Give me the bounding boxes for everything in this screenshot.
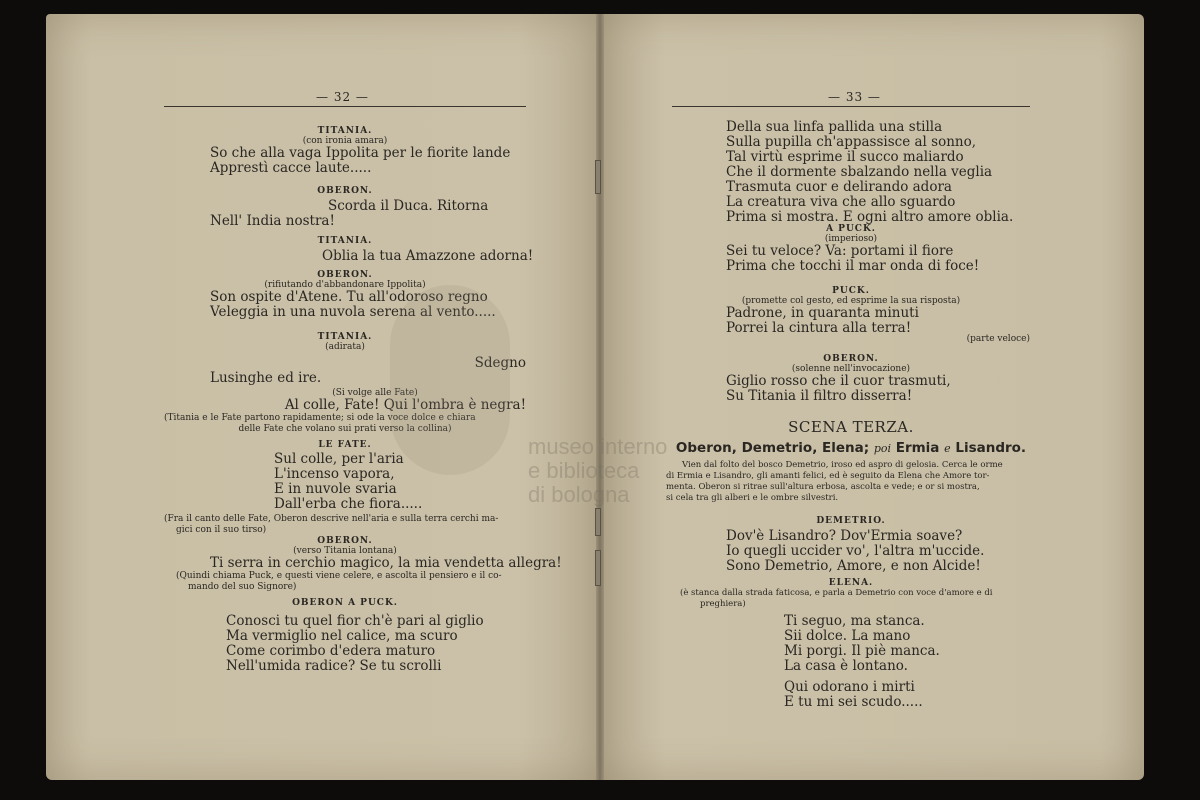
verse-line: Padrone, in quaranta minuti	[726, 305, 919, 321]
stage-direction: (imperioso)	[824, 234, 878, 244]
page-number-left: — 32 —	[316, 90, 369, 104]
verse-line: Porrei la cintura alla terra!	[726, 320, 912, 336]
block-elena	[672, 578, 1030, 710]
stage-direction: menta. Oberon si ritrae sull'altura erbosa, ascolta e vede; e or si mostra,	[666, 482, 980, 492]
watermark-logo	[390, 285, 510, 475]
block-a-puck	[672, 224, 1030, 274]
stage-direction: (adirata)	[325, 342, 365, 352]
verse-line: Qui odorano i mirti	[784, 679, 915, 695]
scene-title: SCENA TERZA.	[788, 418, 914, 436]
speaker-label: TITANIA.	[317, 126, 373, 136]
stage-direction: mando del suo Signore)	[188, 582, 297, 592]
block-oberon-1	[164, 186, 526, 229]
verse-line: Sii dolce. La mano	[784, 628, 911, 644]
stage-direction: si cela tra gli alberi e le ombre silvestri.	[666, 493, 839, 503]
stage-direction: (Titania e le Fate partono rapidamente; si ode la voce dolce e chiara	[164, 413, 476, 423]
book-gutter	[596, 14, 604, 780]
speaker-label: OBERON.	[823, 354, 879, 364]
stage-direction: gici con il suo tirso)	[176, 525, 267, 535]
stage-direction: di Ermia e Lisandro, gli amanti felici, ed è seguito da Elena che Amore tor-	[666, 471, 990, 481]
watermark-text: e biblioteca	[528, 458, 640, 483]
verse-line: Conosci tu quel fior ch'è pari al giglio	[226, 613, 484, 629]
verse-line: Che il dormente sbalzando nella veglia	[726, 164, 993, 180]
verse-line: Ma vermiglio nel calice, ma scuro	[226, 628, 458, 644]
stage-direction: (solenne nell'invocazione)	[791, 364, 911, 374]
verse-line: Al colle, Fate! Qui l'ombra è negra!	[284, 397, 526, 413]
block-demetrio	[672, 516, 1030, 574]
block-titania-1	[164, 126, 526, 176]
block-oberon-3	[164, 536, 562, 593]
stage-direction: (verso Titania lontana)	[293, 546, 397, 556]
verse-line: Scorda il Duca. Ritorna	[328, 198, 489, 214]
page-number-right: — 33 —	[828, 90, 881, 104]
verse-line: Sono Demetrio, Amore, e non Alcide!	[726, 558, 981, 574]
characters-b: Ermia	[895, 440, 940, 456]
verse-line: Giglio rosso che il cuor trasmuti,	[726, 373, 951, 389]
stage-direction: (è stanca dalla strada faticosa, e parla a Demetrio con voce d'amore e di	[680, 588, 993, 598]
speaker-label: OBERON.	[317, 270, 373, 280]
stage-direction: (Si volge alle Fate)	[332, 388, 418, 398]
speaker-label: PUCK.	[832, 286, 870, 296]
verse-line: Sdegno	[474, 355, 526, 371]
verse-line: Trasmuta cuor e delirando adora	[726, 179, 952, 195]
verse-line: Della sua linfa pallida una stilla	[726, 119, 943, 135]
verse-line: Tal virtù esprime il succo maliardo	[726, 149, 964, 165]
verse-line: Nell' India nostra!	[210, 213, 335, 229]
speaker-label: DEMETRIO.	[816, 516, 886, 526]
verse-line: Apprestì cacce laute.....	[210, 160, 372, 176]
verse-line: Dov'è Lisandro? Dov'Ermia soave?	[726, 528, 963, 544]
verse-line: La casa è lontano.	[784, 658, 908, 674]
verse-line: Prima si mostra. E ogni altro amore oblia.	[726, 209, 1014, 225]
speaker-label: LE FATE.	[318, 440, 372, 450]
verse-line: Ti serra in cerchio magico, la mia vendetta allegra!	[210, 555, 562, 571]
header-rule-right	[672, 106, 1030, 107]
block-verse-continuation	[672, 120, 1030, 225]
verse-line: Io quegli uccider vo', l'altra m'uccide.	[726, 543, 985, 559]
verse-line: Veleggia in una nuvola serena al vento.....	[210, 304, 496, 320]
stage-direction: (promette col gesto, ed esprime la sua risposta)	[741, 296, 961, 306]
verse-line: L'incenso vapora,	[274, 466, 395, 482]
verse-line: Sei tu veloce? Va: portami il fiore	[726, 243, 954, 259]
verse-line: Mi porgi. Il piè manca.	[784, 643, 940, 659]
stage-direction: Vien dal folto del bosco Demetrio, iroso ed aspro di gelosia. Cerca le orme	[682, 460, 1003, 470]
scene-header	[666, 418, 1030, 504]
characters-c: Lisandro.	[955, 440, 1027, 456]
speaker-label: ELENA.	[828, 578, 874, 588]
book-spread	[40, 14, 1148, 786]
verse-line: Dall'erba che fiora.....	[274, 496, 423, 512]
verse-line: Lusinghe ed ire.	[210, 370, 322, 386]
scene-characters	[658, 440, 1044, 456]
speaker-label: OBERON.	[317, 186, 373, 196]
speaker-label: OBERON.	[317, 536, 373, 546]
stage-direction: delle Fate che volano sui prati verso la collina)	[238, 424, 452, 434]
stage-direction: (con ironia amara)	[302, 136, 388, 146]
left-page	[46, 14, 602, 780]
speaker-label: TITANIA.	[317, 332, 373, 342]
verse-line: Ti seguo, ma stanca.	[784, 613, 925, 629]
speaker-label: OBERON A PUCK.	[292, 598, 398, 608]
stage-direction: (rifiutando d'abbandonare Ippolita)	[264, 280, 426, 290]
verse-line: Prima che tocchi il mar onda di foce!	[726, 258, 980, 274]
stage-direction: preghiera)	[700, 599, 746, 609]
verse-line: Son ospite d'Atene. Tu all'odoroso regno	[210, 289, 488, 305]
verse-line: La creatura viva che allo sguardo	[726, 194, 956, 210]
stage-direction: (parte veloce)	[966, 334, 1030, 344]
verse-line: E tu mi sei scudo.....	[784, 694, 923, 710]
speaker-label: TITANIA.	[317, 236, 373, 246]
verse-line: E in nuvole svaria	[274, 481, 397, 497]
block-puck	[672, 286, 1030, 344]
block-oberon-a-puck	[164, 598, 526, 674]
binding-stitch	[595, 160, 601, 194]
header-rule-left	[164, 106, 526, 107]
verse-line: Come corimbo d'edera maturo	[226, 643, 436, 659]
verse-line: Su Titania il filtro disserra!	[726, 388, 913, 404]
stage-direction: (Fra il canto delle Fate, Oberon descrive nell'aria e sulla terra cerchi ma-	[164, 514, 499, 524]
binding-stitch	[595, 508, 601, 536]
verse-line: So che alla vaga Ippolita per le fiorite lande	[210, 145, 511, 161]
characters-e: e	[944, 442, 951, 455]
characters-poi: poi	[873, 442, 892, 455]
binding-stitch	[595, 550, 601, 586]
verse-line: Oblia la tua Amazzone adorna!	[322, 248, 534, 264]
block-oberon-invocation	[672, 354, 1030, 404]
watermark-text: museo interno	[528, 434, 668, 459]
verse-line: Sulla pupilla ch'appassisce al sonno,	[726, 134, 977, 150]
block-titania-2	[164, 236, 534, 264]
verse-line: Sul colle, per l'aria	[274, 451, 404, 467]
verse-line: Nell'umida radice? Se tu scrolli	[226, 658, 442, 674]
speaker-label: A PUCK.	[826, 224, 876, 234]
right-page	[600, 14, 1144, 780]
stage-direction: (Quindi chiama Puck, e questi viene celere, e ascolta il pensiero e il co-	[176, 571, 502, 581]
characters-a: Oberon, Demetrio, Elena;	[675, 440, 870, 456]
watermark-text: di bologna	[528, 482, 630, 507]
